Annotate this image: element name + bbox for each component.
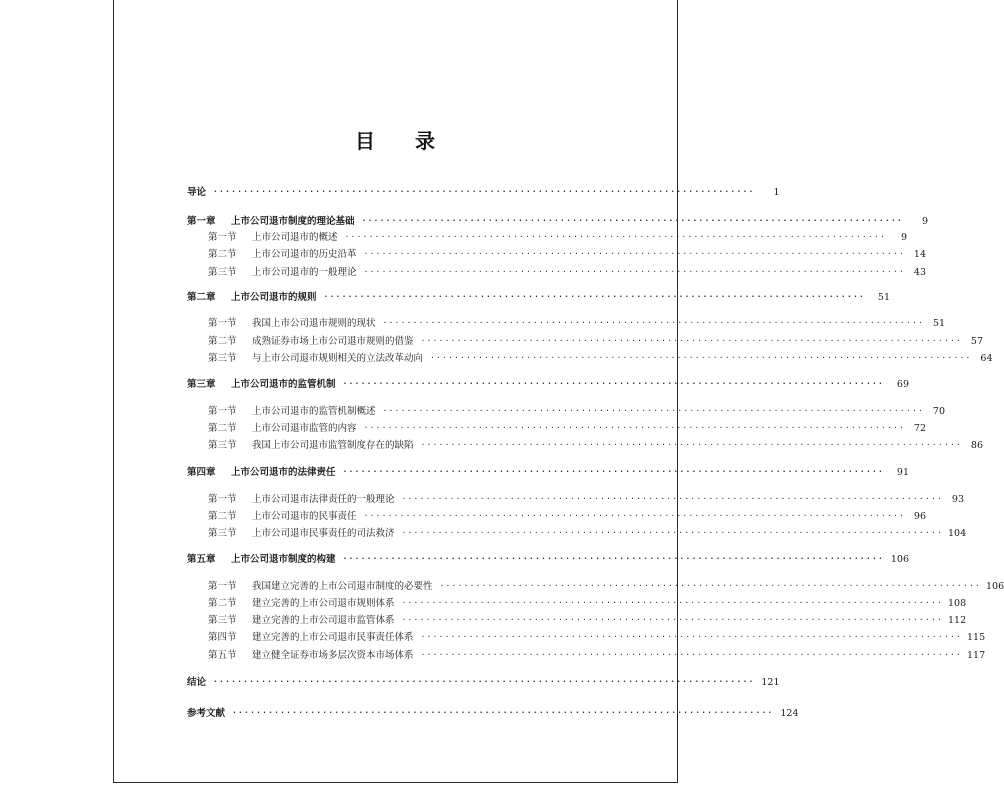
toc-entry-page: 121 <box>761 677 780 688</box>
toc-entry-ch2-sec2[interactable] <box>208 333 983 350</box>
toc-entry-ch4-sec1[interactable] <box>208 491 964 508</box>
toc-entry-ch4-sec3[interactable] <box>208 525 967 542</box>
toc-entry-label: 上市公司退市的一般理论 <box>252 267 357 278</box>
toc-entry-page: 51 <box>877 292 890 303</box>
toc-entry-page: 64 <box>980 353 993 364</box>
toc-entry-label: 上市公司退市的规则 <box>231 292 317 303</box>
toc-entry-page: 86 <box>970 440 983 451</box>
toc-entry-label: 建立完善的上市公司退市民事责任体系 <box>252 632 414 643</box>
dot-leader: ·························································································· <box>363 423 905 432</box>
toc-entry-page: 70 <box>932 406 945 417</box>
toc-entry-number: 第一节 <box>208 232 237 243</box>
toc-entry-ch4-sec2[interactable] <box>208 508 926 525</box>
toc-entry-label: 结论 <box>187 677 207 688</box>
toc-entry-number: 第三节 <box>208 267 237 278</box>
dot-leader: ·························································································· <box>361 216 903 225</box>
toc-entry-number: 第三节 <box>208 528 237 539</box>
toc-entry-number: 第一节 <box>208 581 237 592</box>
toc-entry-page: 91 <box>896 467 909 478</box>
toc-entry-page: 104 <box>948 528 967 539</box>
toc-entry-ch3-sec2[interactable] <box>208 420 926 437</box>
toc-entry-page: 115 <box>967 632 986 643</box>
toc-entry-label: 上市公司退市的监管机制概述 <box>252 406 376 417</box>
dot-leader: ·························································································· <box>420 632 962 641</box>
toc-entry-ch5-sec1[interactable] <box>208 578 1004 595</box>
toc-entry-page: 106 <box>890 554 909 565</box>
toc-entry-label: 上市公司退市制度的理论基础 <box>231 216 355 227</box>
dot-leader: ·························································································· <box>232 708 774 717</box>
toc-entry-page: 124 <box>780 708 799 719</box>
toc-entry-page: 106 <box>986 581 1004 592</box>
toc-entry-ch2-sec3[interactable] <box>208 350 993 367</box>
toc-entry-page: 69 <box>896 379 909 390</box>
toc-entry-chapter-2[interactable] <box>187 289 890 306</box>
dot-leader: ·························································································· <box>401 615 943 624</box>
toc-entry-page: 51 <box>932 318 945 329</box>
toc-entry-ch5-sec5[interactable] <box>208 647 986 664</box>
toc-entry-chapter-3[interactable] <box>187 376 909 393</box>
toc-entry-page: 14 <box>913 249 926 260</box>
toc-entry-page: 1 <box>773 187 780 198</box>
dot-leader: ·························································································· <box>213 677 755 686</box>
toc-entry-label: 我国建立完善的上市公司退市制度的必要性 <box>252 581 433 592</box>
toc-entry-label: 建立健全证券市场多层次资本市场体系 <box>252 650 414 661</box>
toc-entry-page: 117 <box>967 650 986 661</box>
dot-leader: ·························································································· <box>213 187 755 196</box>
toc-entry-number: 第一节 <box>208 494 237 505</box>
toc-entry-page: 72 <box>913 423 926 434</box>
dot-leader: ·························································································· <box>420 650 962 659</box>
dot-leader: ·························································································· <box>420 336 962 345</box>
toc-entry-page: 57 <box>970 336 983 347</box>
dot-leader: ·························································································· <box>342 554 884 563</box>
toc-entry-number: 第一节 <box>208 318 237 329</box>
toc-entry-introduction[interactable] <box>187 184 780 201</box>
toc-entry-ch5-sec2[interactable] <box>208 595 967 612</box>
toc-entry-label: 建立完善的上市公司退市规则体系 <box>252 598 395 609</box>
toc-entry-label: 建立完善的上市公司退市监管体系 <box>252 615 395 626</box>
toc-entry-ch1-sec1[interactable] <box>208 229 907 246</box>
dot-leader: ·························································································· <box>323 292 865 301</box>
dot-leader: ·························································································· <box>344 232 886 241</box>
toc-entry-chapter-4[interactable] <box>187 464 909 481</box>
toc-entry-page: 108 <box>948 598 967 609</box>
toc-entry-number: 第二节 <box>208 511 237 522</box>
toc-entry-number: 第一节 <box>208 406 237 417</box>
dot-leader: ·························································································· <box>401 598 943 607</box>
toc-entry-label: 上市公司退市民事责任的司法救济 <box>252 528 395 539</box>
toc-entry-label: 上市公司退市制度的构建 <box>231 554 336 565</box>
toc-title-char-2: 录 <box>415 129 435 153</box>
dot-leader: ·························································································· <box>363 511 905 520</box>
toc-entry-conclusion[interactable] <box>187 674 780 691</box>
toc-entry-label: 上市公司退市的历史沿革 <box>252 249 357 260</box>
toc-entry-number: 第二节 <box>208 423 237 434</box>
toc-entry-number: 第四节 <box>208 632 237 643</box>
toc-entry-ch1-sec3[interactable] <box>208 264 926 281</box>
toc-entry-page: 93 <box>951 494 964 505</box>
toc-entry-label: 我国上市公司退市监管制度存在的缺陷 <box>252 440 414 451</box>
toc-entry-number: 第一章 <box>187 216 216 227</box>
toc-entry-label: 参考文献 <box>187 708 226 719</box>
toc-entry-number: 第二节 <box>208 598 237 609</box>
dot-leader: ·························································································· <box>439 581 981 590</box>
toc-entry-ch3-sec1[interactable] <box>208 403 945 420</box>
toc-entry-label: 上市公司退市法律责任的一般理论 <box>252 494 395 505</box>
toc-entry-ch3-sec3[interactable] <box>208 437 983 454</box>
toc-entry-references[interactable] <box>187 705 799 722</box>
toc-entry-ch5-sec3[interactable] <box>208 612 967 629</box>
toc-entry-ch2-sec1[interactable] <box>208 315 945 332</box>
toc-entry-number: 第二节 <box>208 336 237 347</box>
dot-leader: ·························································································· <box>382 406 924 415</box>
toc-entry-chapter-5[interactable] <box>187 551 909 568</box>
dot-leader: ·························································································· <box>401 528 943 537</box>
dot-leader: ·························································································· <box>342 379 884 388</box>
dot-leader: ·························································································· <box>420 440 962 449</box>
dot-leader: ·························································································· <box>430 353 972 362</box>
toc-entry-label: 上市公司退市的民事责任 <box>252 511 357 522</box>
toc-entry-number: 第二章 <box>187 292 216 303</box>
toc-entry-number: 第三节 <box>208 440 237 451</box>
toc-entry-label: 与上市公司退市规则相关的立法改革动向 <box>252 353 424 364</box>
dot-leader: ·························································································· <box>382 318 924 327</box>
toc-entry-number: 第三章 <box>187 379 216 390</box>
toc-entry-page: 112 <box>948 615 967 626</box>
toc-entry-page: 43 <box>913 267 926 278</box>
toc-entry-number: 第二节 <box>208 249 237 260</box>
dot-leader: ·························································································· <box>363 267 905 276</box>
toc-entry-label: 导论 <box>187 187 207 198</box>
toc-entry-label: 上市公司退市监管的内容 <box>252 423 357 434</box>
toc-entry-label: 我国上市公司退市规则的现状 <box>252 318 376 329</box>
toc-entry-number: 第三节 <box>208 615 237 626</box>
dot-leader: ·························································································· <box>401 494 943 503</box>
toc-entry-page: 9 <box>900 232 907 243</box>
toc-entry-page: 96 <box>913 511 926 522</box>
toc-entry-number: 第五章 <box>187 554 216 565</box>
toc-entry-page: 9 <box>921 216 928 227</box>
toc-title-char-1: 目 <box>355 129 375 153</box>
toc-entry-number: 第四章 <box>187 467 216 478</box>
dot-leader: ·························································································· <box>363 249 905 258</box>
toc-entry-label: 成熟证券市场上市公司退市规则的借鉴 <box>252 336 414 347</box>
dot-leader: ·························································································· <box>342 467 884 476</box>
toc-entry-number: 第五节 <box>208 650 237 661</box>
toc-entry-number: 第三节 <box>208 353 237 364</box>
toc-entry-label: 上市公司退市的法律责任 <box>231 467 336 478</box>
toc-entry-ch1-sec2[interactable] <box>208 246 926 263</box>
toc-entry-label: 上市公司退市的概述 <box>252 232 338 243</box>
toc-entry-ch5-sec4[interactable] <box>208 629 986 646</box>
toc-entry-label: 上市公司退市的监管机制 <box>231 379 336 390</box>
